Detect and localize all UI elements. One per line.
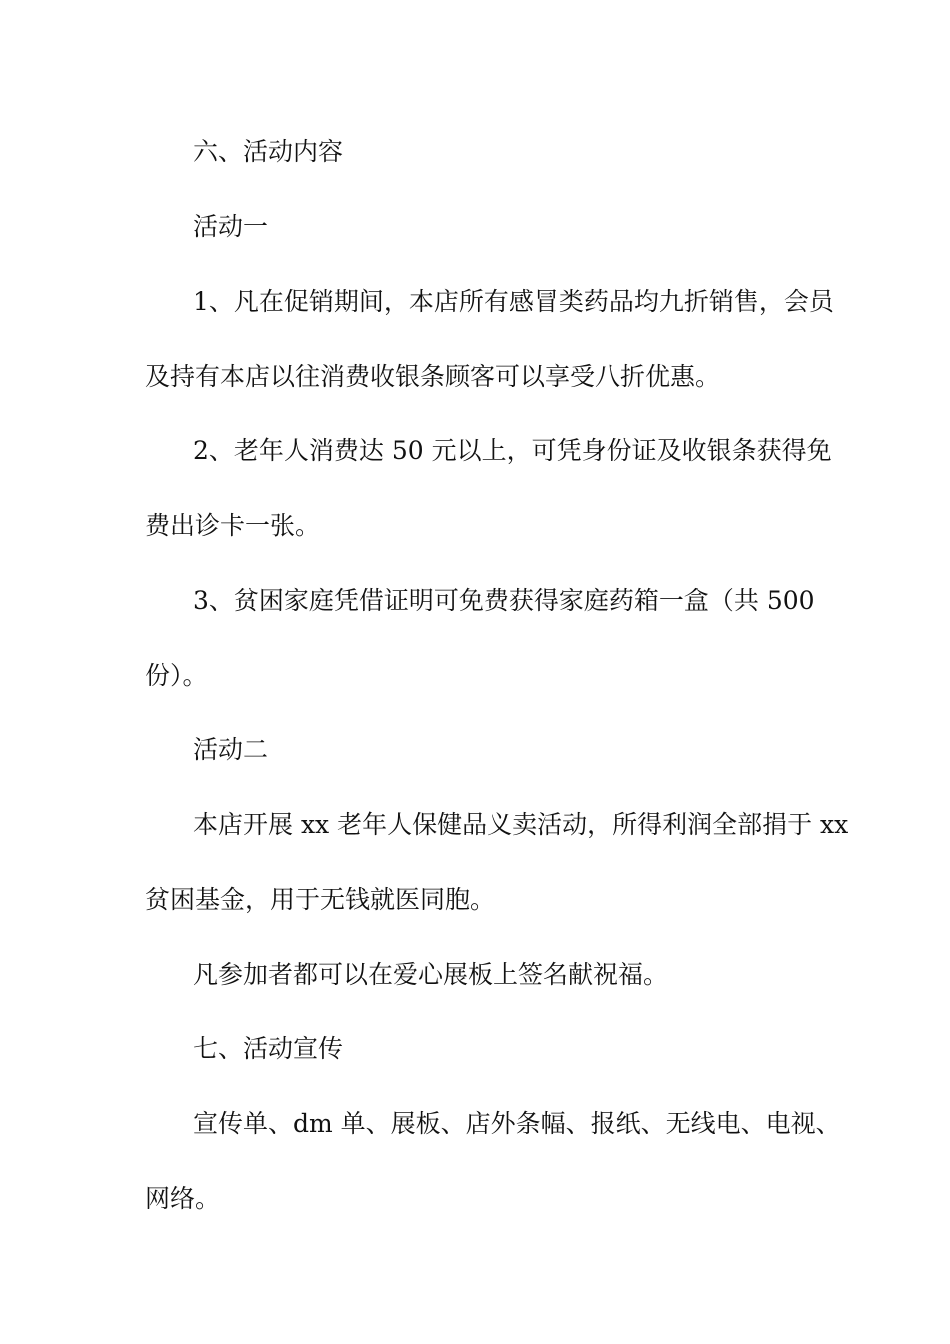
section-heading-activity-promotion: 七、活动宣传 bbox=[193, 1034, 344, 1063]
paragraph-line: 本店开展 xx 老年人保健品义卖活动，所得利润全部捐于 xx bbox=[193, 810, 849, 839]
paragraph-line: 贫困基金，用于无钱就医同胞。 bbox=[145, 885, 496, 914]
paragraph-line: 1、凡在促销期间，本店所有感冒类药品均九折销售，会员 bbox=[193, 287, 834, 316]
paragraph-line: 费出诊卡一张。 bbox=[145, 511, 321, 540]
paragraph-line: 份）。 bbox=[145, 661, 208, 690]
paragraph-line: 网络。 bbox=[145, 1184, 221, 1213]
paragraph-line: 3、贫困家庭凭借证明可免费获得家庭药箱一盒（共 500 bbox=[193, 586, 815, 615]
activity-two-heading: 活动二 bbox=[193, 735, 269, 764]
section-heading-activity-content: 六、活动内容 bbox=[193, 137, 344, 166]
paragraph-line: 凡参加者都可以在爱心展板上签名献祝福。 bbox=[193, 960, 669, 989]
activity-one-heading: 活动一 bbox=[193, 212, 269, 241]
paragraph-line: 及持有本店以往消费收银条顾客可以享受八折优惠。 bbox=[145, 362, 721, 391]
paragraph-line: 宣传单、dm 单、展板、店外条幅、报纸、无线电、电视、 bbox=[193, 1109, 841, 1138]
paragraph-line: 2、老年人消费达 50 元以上，可凭身份证及收银条获得免 bbox=[193, 436, 832, 465]
